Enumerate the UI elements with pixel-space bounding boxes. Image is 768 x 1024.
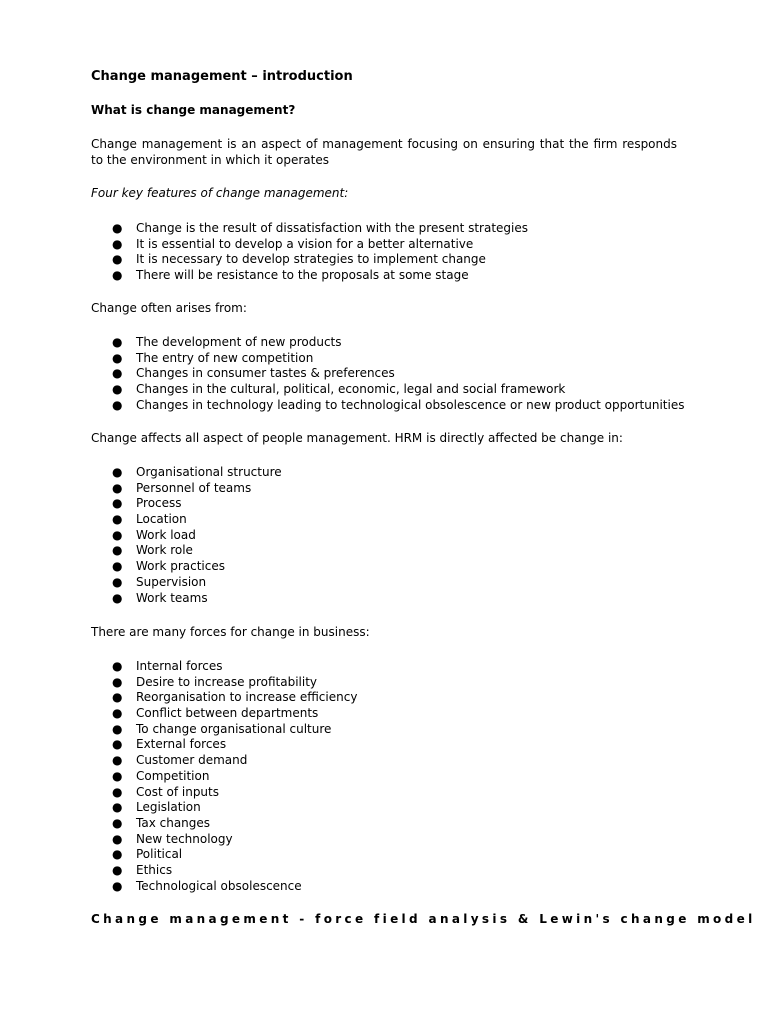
bullet-icon: ●: [112, 236, 123, 251]
arises-heading: Change often arises from:: [91, 301, 247, 315]
list-item: [91, 752, 357, 768]
bullet-icon: ●: [112, 268, 123, 283]
list-item-text: Supervision: [136, 574, 207, 589]
list-item-text: Work role: [136, 543, 193, 558]
list-item-text: Personnel of teams: [136, 480, 252, 495]
list-item-text: Tax changes: [136, 815, 211, 830]
bullet-icon: ●: [112, 512, 123, 527]
forces-list: [91, 658, 357, 893]
list-item: [91, 768, 357, 784]
list-item-text: To change organisational culture: [136, 721, 332, 736]
list-item-text: Ethics: [136, 862, 173, 877]
bullet-icon: ●: [112, 465, 123, 479]
list-item: [91, 590, 282, 606]
list-item: [91, 558, 282, 574]
list-item-text: Desire to increase profitability: [136, 674, 318, 689]
list-item-text: Change is the result of dissatisfaction with the present strategies: [136, 221, 529, 235]
list-item: [91, 846, 357, 862]
list-item: [91, 815, 357, 831]
bullet-icon: ●: [112, 590, 123, 605]
bullet-icon: ●: [112, 831, 123, 846]
list-item-text: Reorganisation to increase efficiency: [136, 690, 358, 705]
bullet-icon: ●: [112, 527, 123, 542]
bullet-icon: ●: [112, 397, 123, 412]
bullet-icon: ●: [112, 737, 123, 752]
list-item-text: The entry of new competition: [136, 350, 314, 365]
bullet-icon: ●: [112, 815, 123, 830]
list-item-text: External forces: [136, 737, 227, 752]
list-item: [91, 658, 357, 674]
list-item: [91, 527, 282, 543]
bullet-icon: ●: [112, 559, 123, 574]
bullet-icon: ●: [112, 800, 123, 815]
list-item: [91, 397, 684, 413]
list-item: [91, 705, 357, 721]
bullet-icon: ●: [112, 659, 123, 673]
list-item: [91, 689, 357, 705]
list-item-text: Political: [136, 847, 183, 862]
bullet-icon: ●: [112, 366, 123, 381]
list-item-text: Legislation: [136, 800, 201, 815]
list-item-text: Work load: [136, 527, 196, 542]
features-heading: Four key features of change management:: [91, 186, 349, 200]
list-item: [91, 574, 282, 590]
intro-paragraph: Change management is an aspect of management focusing on ensuring that the firm responds to the environment in which it operates: [91, 137, 677, 167]
bullet-icon: ●: [112, 784, 123, 799]
list-item-text: Changes in technology leading to technological obsolescence or new product opportunities: [136, 397, 685, 412]
forces-heading: There are many forces for change in business:: [91, 625, 370, 639]
features-list: [91, 220, 528, 283]
bullet-icon: ●: [112, 753, 123, 768]
list-item: [91, 542, 282, 558]
list-item-text: Work practices: [136, 559, 225, 574]
list-item-text: New technology: [136, 831, 233, 846]
list-item: [91, 721, 357, 737]
bullet-icon: ●: [112, 674, 123, 689]
list-item-text: Customer demand: [136, 753, 248, 768]
arises-list: [91, 334, 684, 412]
list-item-text: It is necessary to develop strategies to implement change: [136, 252, 486, 267]
bullet-icon: ●: [112, 480, 123, 495]
list-item-text: Work teams: [136, 590, 208, 605]
list-item: [91, 267, 528, 283]
list-item-text: The development of new products: [136, 335, 342, 349]
bullet-icon: ●: [112, 768, 123, 783]
bullet-icon: ●: [112, 878, 123, 893]
list-item: [91, 381, 684, 397]
bullet-icon: ●: [112, 543, 123, 558]
hrm-heading: Change affects all aspect of people management. HRM is directly affected be change in:: [91, 431, 623, 445]
bullet-icon: ●: [112, 350, 123, 365]
list-item: [91, 878, 357, 894]
list-item-text: Conflict between departments: [136, 706, 319, 721]
list-item-text: Changes in the cultural, political, economic, legal and social framework: [136, 382, 566, 397]
list-item: [91, 736, 357, 752]
list-item: [91, 334, 684, 350]
bullet-icon: ●: [112, 382, 123, 397]
list-item: [91, 831, 357, 847]
page-title: Change management – introduction: [91, 69, 353, 84]
bullet-icon: ●: [112, 690, 123, 705]
bullet-icon: ●: [112, 862, 123, 877]
list-item: [91, 480, 282, 496]
list-item: [91, 784, 357, 800]
list-item: [91, 365, 684, 381]
list-item: [91, 495, 282, 511]
bullet-icon: ●: [112, 496, 123, 511]
list-item: [91, 220, 528, 236]
bullet-icon: ●: [112, 706, 123, 721]
list-item-text: There will be resistance to the proposals at some stage: [136, 268, 469, 283]
list-item: [91, 799, 357, 815]
list-item-text: Cost of inputs: [136, 784, 219, 799]
next-section-heading: Change management - force field analysis & Lewin's change model: [91, 912, 756, 926]
bullet-icon: ●: [112, 574, 123, 589]
list-item: [91, 674, 357, 690]
list-item-text: Competition: [136, 768, 210, 783]
bullet-icon: ●: [112, 721, 123, 736]
bullet-icon: ●: [112, 847, 123, 862]
list-item: [91, 236, 528, 252]
list-item-text: Organisational structure: [136, 465, 282, 479]
list-item: [91, 350, 684, 366]
list-item-text: Location: [136, 512, 187, 527]
list-item-text: Process: [136, 496, 182, 511]
section-subheading: What is change management?: [91, 103, 296, 117]
list-item: [91, 464, 282, 480]
list-item-text: Internal forces: [136, 659, 223, 673]
list-item-text: Technological obsolescence: [136, 878, 302, 893]
bullet-icon: ●: [112, 335, 123, 349]
bullet-icon: ●: [112, 252, 123, 267]
list-item-text: It is essential to develop a vision for a better alternative: [136, 236, 474, 251]
list-item-text: Changes in consumer tastes & preferences: [136, 366, 395, 381]
list-item: [91, 251, 528, 267]
bullet-icon: ●: [112, 221, 123, 235]
hrm-list: [91, 464, 282, 605]
list-item: [91, 511, 282, 527]
list-item: [91, 862, 357, 878]
